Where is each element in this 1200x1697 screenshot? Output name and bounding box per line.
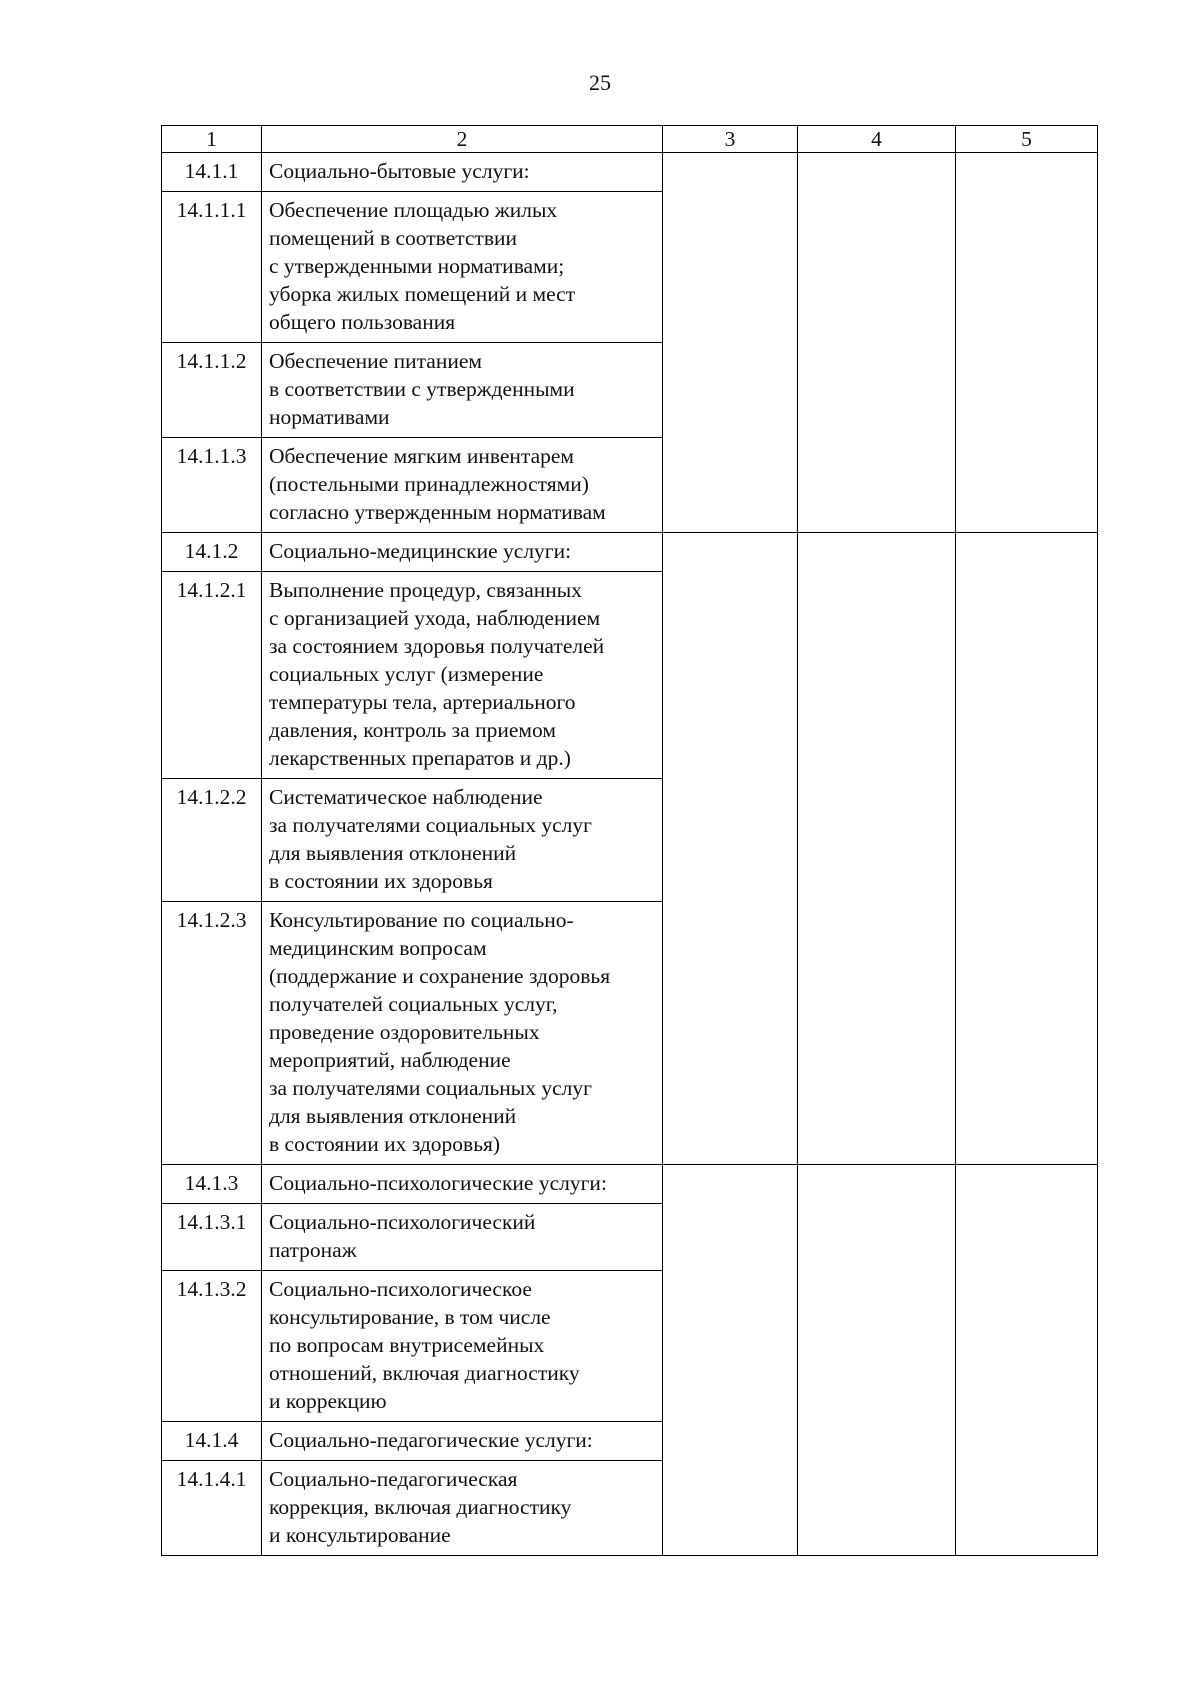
- empty-cell-col4: [798, 1165, 956, 1556]
- row-description: Социально-психологические услуги:: [262, 1165, 663, 1204]
- empty-cell-col4: [798, 153, 956, 533]
- row-code: 14.1.1: [162, 153, 262, 192]
- row-code: 14.1.3: [162, 1165, 262, 1204]
- row-code: 14.1.4: [162, 1422, 262, 1461]
- empty-cell-col5: [956, 533, 1098, 1165]
- row-description: Систематическое наблюдение за получателями социальных услуг для выявления отклонений в состоянии их здоровья: [262, 779, 663, 902]
- row-description: Выполнение процедур, связанных с организацией ухода, наблюдением за состоянием здоровья получателей социальных услуг (измерение температуры тела, артериального давления, контроль за приемом лекарственных препаратов и др.): [262, 572, 663, 779]
- table-header-row: [162, 126, 1098, 153]
- row-code: 14.1.1.3: [162, 438, 262, 533]
- table-row: [162, 533, 1098, 572]
- row-description: Социально-педагогическая коррекция, включая диагностику и консультирование: [262, 1461, 663, 1556]
- row-code: 14.1.2.3: [162, 902, 262, 1165]
- page-number: 25: [589, 70, 611, 95]
- row-code: 14.1.2: [162, 533, 262, 572]
- empty-cell-col5: [956, 153, 1098, 533]
- table-row: [162, 153, 1098, 192]
- row-code: 14.1.2.1: [162, 572, 262, 779]
- column-header-2: 2: [262, 126, 663, 153]
- empty-cell-col5: [956, 1165, 1098, 1556]
- row-description: Обеспечение питанием в соответствии с утвержденными нормативами: [262, 343, 663, 438]
- row-description: Обеспечение мягким инвентарем (постельными принадлежностями) согласно утвержденным нормативам: [262, 438, 663, 533]
- row-description: Социально-бытовые услуги:: [262, 153, 663, 192]
- column-header-4: 4: [798, 126, 956, 153]
- row-description: Консультирование по социально- медицинским вопросам (поддержание и сохранение здоровья получателей социальных услуг, проведение оздоровительных мероприятий, наблюдение за получателями социальных услуг для выявления отклонений в состоянии их здоровья): [262, 902, 663, 1165]
- column-header-5: 5: [956, 126, 1098, 153]
- row-code: 14.1.1.2: [162, 343, 262, 438]
- table-row: [162, 1165, 1098, 1204]
- row-code: 14.1.3.2: [162, 1271, 262, 1422]
- column-header-3: 3: [663, 126, 798, 153]
- services-table: [161, 125, 1098, 1556]
- row-description: Социально-психологический патронаж: [262, 1204, 663, 1271]
- row-description: Социально-медицинские услуги:: [262, 533, 663, 572]
- row-code: 14.1.4.1: [162, 1461, 262, 1556]
- column-header-1: 1: [162, 126, 262, 153]
- row-description: Обеспечение площадью жилых помещений в соответствии с утвержденными нормативами; уборка жилых помещений и мест общего пользования: [262, 192, 663, 343]
- empty-cell-col3: [663, 1165, 798, 1556]
- row-code: 14.1.3.1: [162, 1204, 262, 1271]
- row-description: Социально-психологическое консультирование, в том числе по вопросам внутрисемейных отношений, включая диагностику и коррекцию: [262, 1271, 663, 1422]
- row-description: Социально-педагогические услуги:: [262, 1422, 663, 1461]
- empty-cell-col3: [663, 153, 798, 533]
- row-code: 14.1.1.1: [162, 192, 262, 343]
- empty-cell-col3: [663, 533, 798, 1165]
- empty-cell-col4: [798, 533, 956, 1165]
- row-code: 14.1.2.2: [162, 779, 262, 902]
